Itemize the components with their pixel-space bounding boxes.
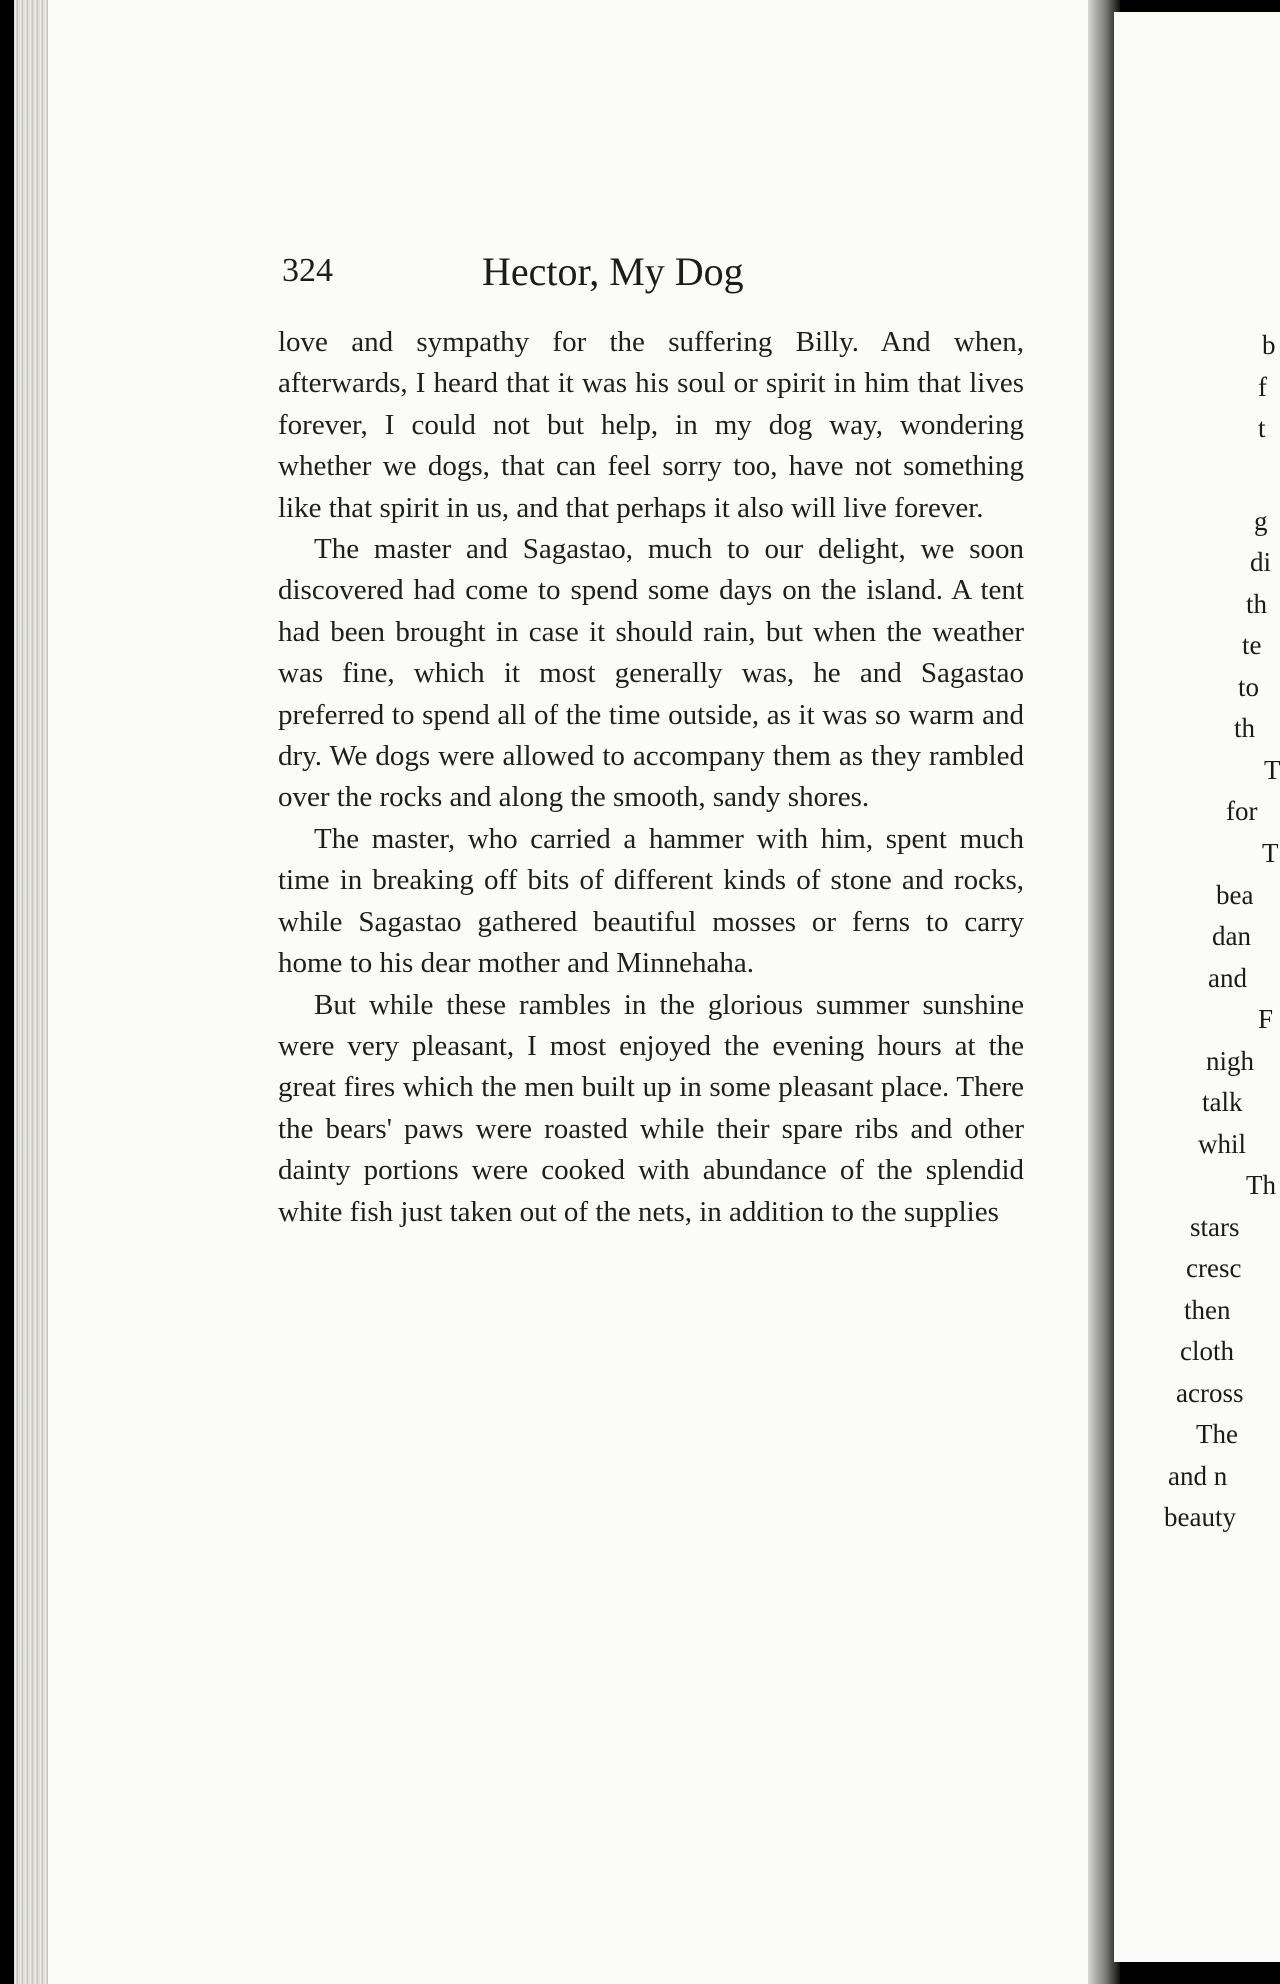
right-page-fragment: g xyxy=(1254,506,1268,536)
right-page-fragment: di xyxy=(1250,547,1272,577)
right-page-fragment: dan xyxy=(1212,921,1251,951)
right-page-fragment: F xyxy=(1258,1004,1274,1034)
right-page-fragment: whil xyxy=(1198,1129,1247,1159)
paragraph-3: The master, who carried a hammer with him, spent much time in breaking off bits of different kinds of stone and rocks, while Sagastao gathered beautiful mosses or ferns to carry home to his dear mother and Minnehaha. xyxy=(278,822,1024,980)
paragraph-2: The master and Sagastao, much to our delight, we soon discovered had come to spend some days on the island. A tent had been brought in case it should rain, but when the weather was fine, which it most generally was, he and Sagastao preferred to spend all of the time outside, as it was so warm and dry. We dogs were allowed to accompany them as they rambled over the rocks and along the smooth, sandy shores. xyxy=(278,533,1024,814)
right-page-fragment: nigh xyxy=(1206,1046,1255,1076)
page-number: 324 xyxy=(282,252,333,289)
right-page-fragment: to xyxy=(1238,672,1260,702)
right-page-fragment: The xyxy=(1196,1419,1238,1449)
right-page-fragment: T xyxy=(1264,755,1280,785)
right-page-fragment: th xyxy=(1246,589,1268,619)
right-page-fragment: for xyxy=(1226,796,1258,826)
right-page-fragment: bea xyxy=(1216,880,1254,910)
right-page-fragment: Th xyxy=(1246,1170,1276,1200)
right-page-fragment: b xyxy=(1262,330,1276,360)
right-page-fragment: t xyxy=(1258,413,1266,443)
running-title: Hector, My Dog xyxy=(482,249,744,294)
right-page-fragment: then xyxy=(1184,1295,1231,1325)
right-page-fragment: f xyxy=(1258,372,1267,402)
running-head xyxy=(282,249,1030,312)
right-page-fragment: T xyxy=(1262,838,1279,868)
right-page-fragment: and n xyxy=(1168,1461,1228,1491)
right-page-fragment: talk xyxy=(1202,1087,1243,1117)
right-page-fragment: cloth xyxy=(1180,1336,1234,1366)
right-page-fragment: th xyxy=(1234,713,1256,743)
right-page-fragment: te xyxy=(1242,630,1262,660)
right-page xyxy=(1114,12,1280,1962)
right-page-fragment: stars xyxy=(1190,1212,1240,1242)
right-page-fragment: and xyxy=(1208,963,1247,993)
paragraph-1: love and sympathy for the suffering Billy. And when, afterwards, I heard that it was his soul or spirit in him that lives forever, I could not but help, in my dog way, wondering whether we dogs, that can feel sorry too, have not something like that spirit in us, and that perhaps it also will live forever. xyxy=(278,326,1024,524)
right-page-fragment: cresc xyxy=(1186,1253,1242,1283)
right-page-fragment: across xyxy=(1176,1378,1244,1408)
right-page-fragment: beauty xyxy=(1164,1502,1236,1532)
body-text xyxy=(278,322,1024,1233)
paragraph-4: But while these rambles in the glorious summer sunshine were very pleasant, I most enjoyed the evening hours at the great fires which the men built up in some pleasant place. There the bears' paws were roasted while their spare ribs and other dainty portions were cooked with abundance of the splendid white fish just taken out of the nets, in addition to the supplies xyxy=(278,988,1024,1228)
